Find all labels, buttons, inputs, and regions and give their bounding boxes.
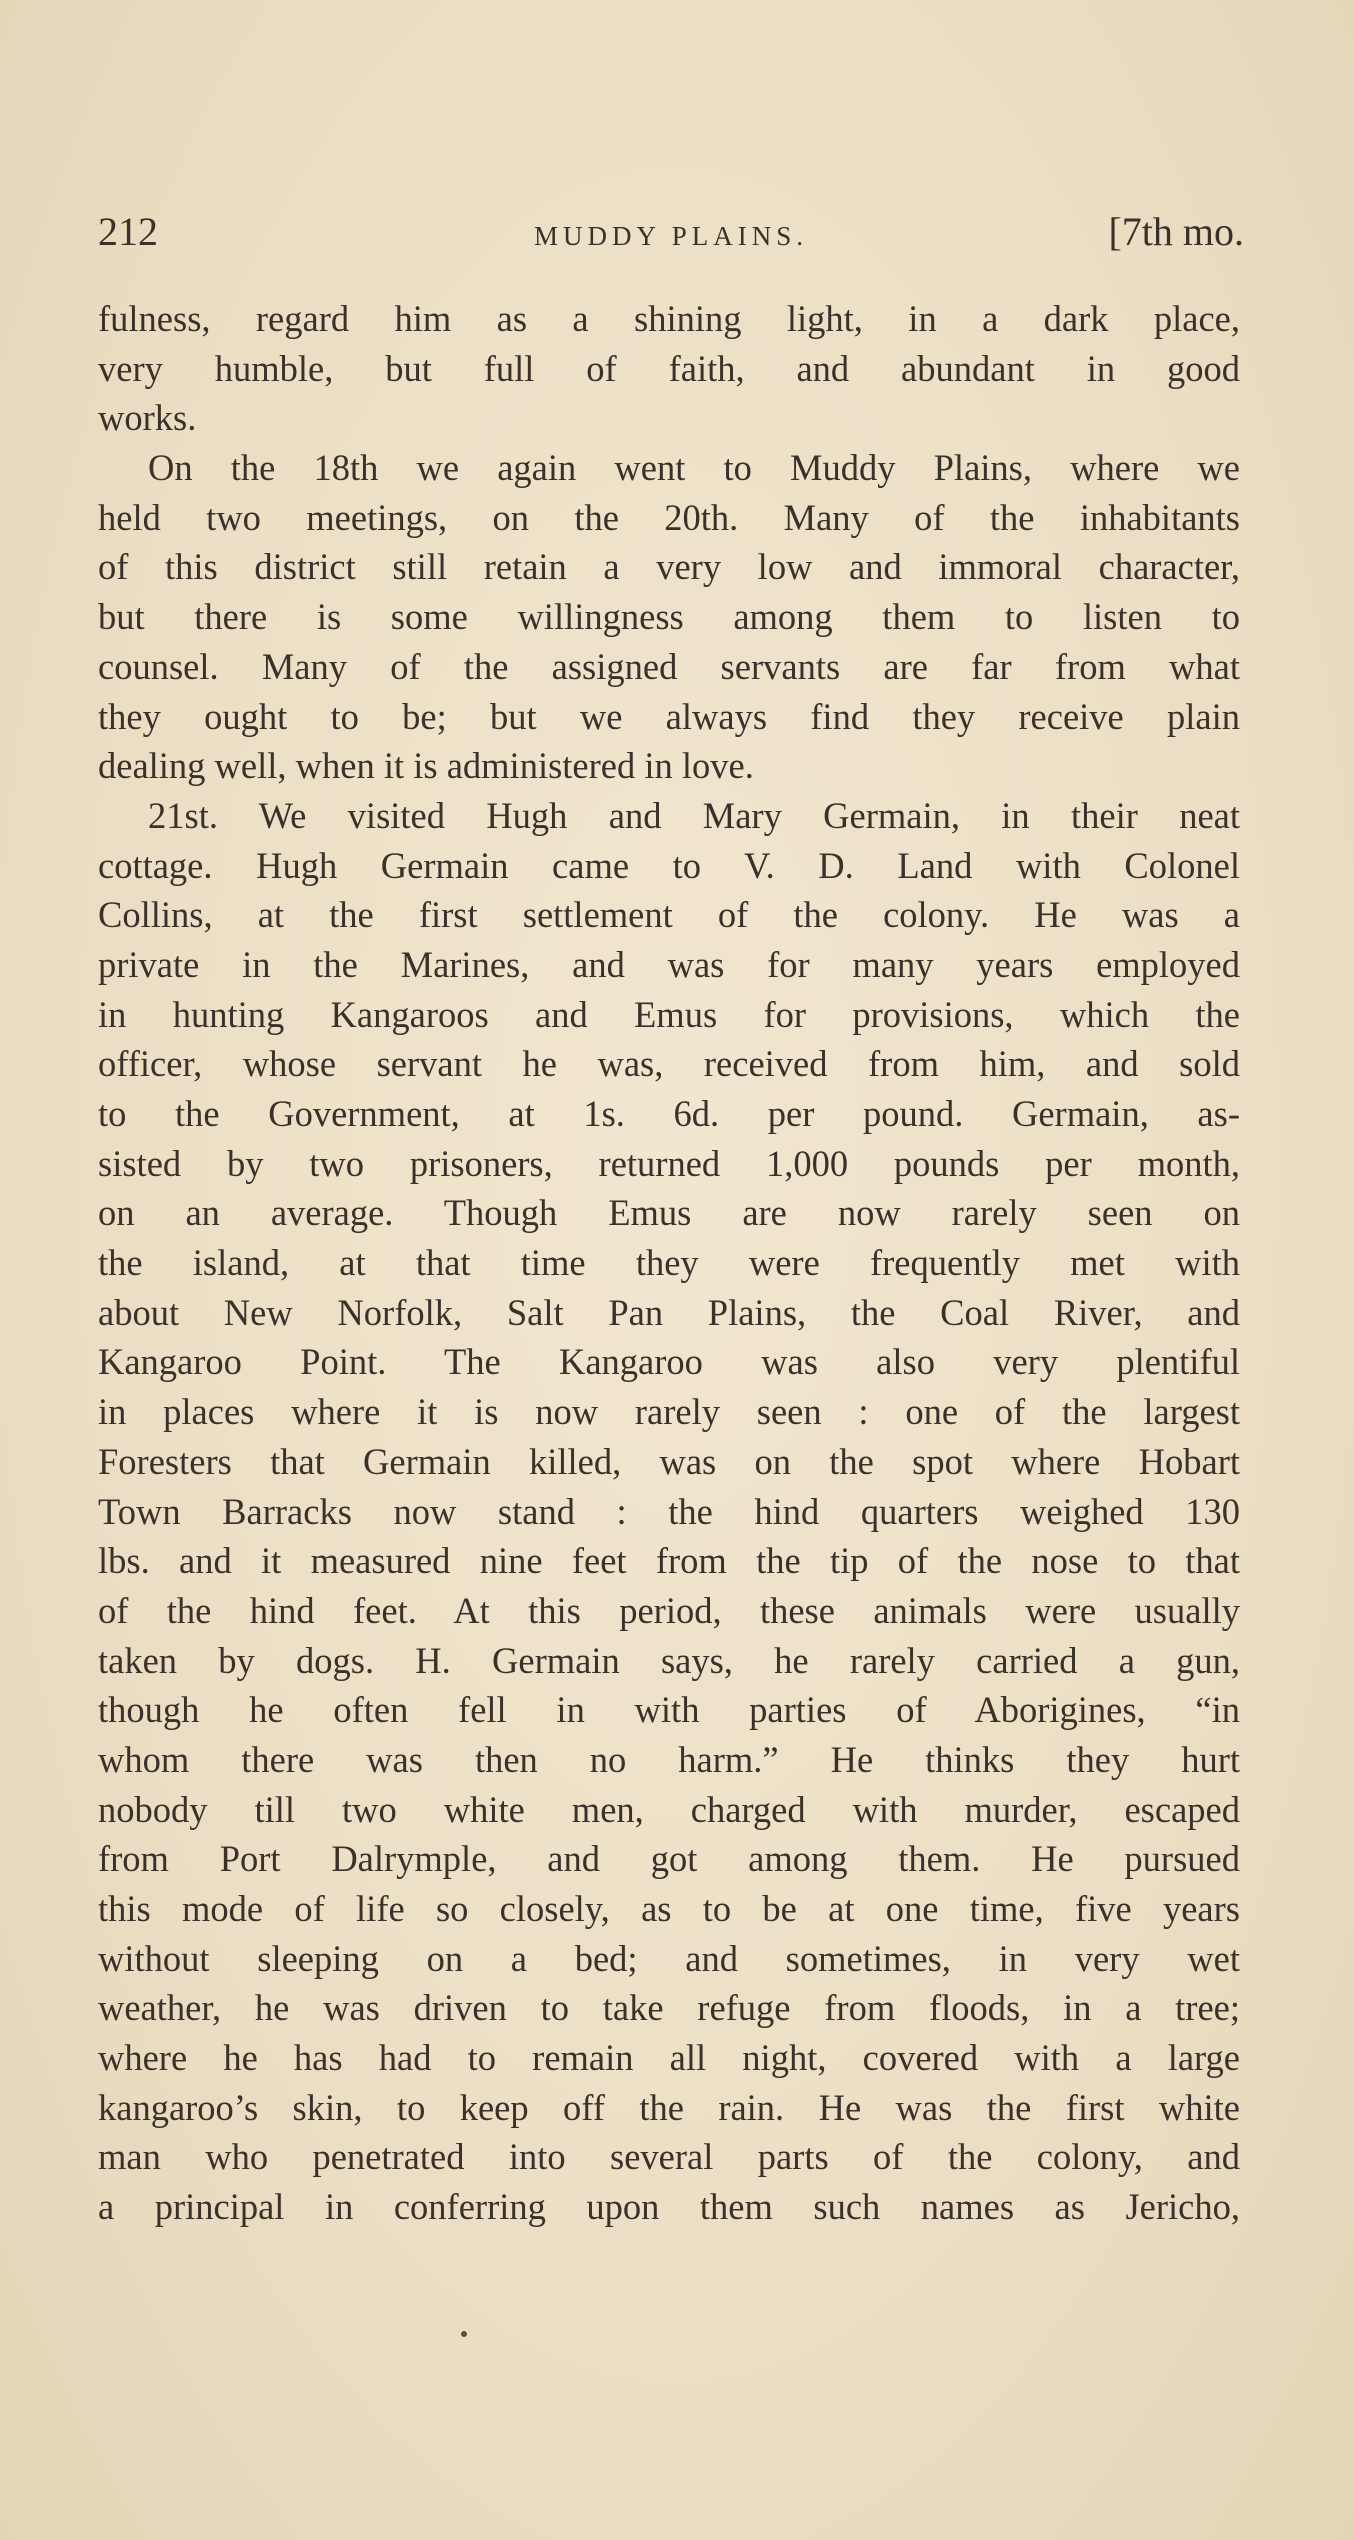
body-text — [98, 294, 1240, 2232]
text-line: Town Barracks now stand : the hind quarters weighed 130 — [98, 1490, 1240, 1532]
text-line: whom there was then no harm.” He thinks they hurt — [98, 1738, 1240, 1780]
text-line: Foresters that Germain killed, was on the spot where Hobart — [98, 1440, 1240, 1482]
text-line: cottage. Hugh Germain came to V. D. Land with Colonel — [98, 844, 1240, 886]
text-line: man who penetrated into several parts of the colony, and — [98, 2136, 1240, 2178]
text-line: of the hind feet. At this period, these animals were usually — [98, 1589, 1240, 1631]
text-line: in hunting Kangaroos and Emus for provisions, which the — [98, 993, 1240, 1035]
text-line: this mode of life so closely, as to be at one time, five years — [98, 1888, 1240, 1929]
page-number: 212 — [98, 209, 158, 254]
text-line: the island, at that time they were frequently met with — [98, 1242, 1240, 1284]
text-line: of this district still retain a very low and immoral character, — [98, 546, 1240, 588]
text-line: about New Norfolk, Salt Pan Plains, the Coal River, and — [98, 1291, 1240, 1333]
text-line: lbs. and it measured nine feet from the tip of the nose to that — [98, 1540, 1240, 1582]
text-line: from Port Dalrymple, and got among them. He pursued — [98, 1838, 1240, 1880]
text-line: 21st. We visited Hugh and Mary Germain, in their neat — [148, 794, 1240, 836]
text-line: private in the Marines, and was for many years employed — [98, 943, 1240, 985]
ink-speck — [461, 2331, 467, 2337]
text-line: On the 18th we again went to Muddy Plains, where we — [148, 447, 1240, 489]
text-line: weather, he was driven to take refuge from floods, in a tree; — [98, 1987, 1240, 2029]
text-line: sisted by two prisoners, returned 1,000 pounds per month, — [98, 1142, 1240, 1184]
text-line: works. — [98, 397, 197, 439]
running-title: MUDDY PLAINS. — [533, 221, 808, 251]
text-line: counsel. Many of the assigned servants are far from what — [98, 645, 1240, 687]
page-header — [98, 208, 1244, 268]
section-mark: [7th mo. — [1108, 209, 1244, 254]
text-line: taken by dogs. H. Germain says, he rarely carried a gun, — [98, 1639, 1240, 1681]
text-line: very humble, but full of faith, and abundant in good — [98, 347, 1240, 389]
text-line: to the Government, at 1s. 6d. per pound. Germain, as- — [98, 1093, 1240, 1134]
text-line: dealing well, when it is administered in love. — [98, 745, 754, 787]
text-line: on an average. Though Emus are now rarely seen on — [98, 1192, 1240, 1234]
text-line: Kangaroo Point. The Kangaroo was also very plentiful — [98, 1341, 1240, 1383]
text-line: Collins, at the first settlement of the colony. He was a — [98, 894, 1240, 936]
text-line: without sleeping on a bed; and sometimes, in very wet — [98, 1937, 1240, 1979]
text-line: officer, whose servant he was, received from him, and sold — [98, 1043, 1240, 1085]
text-line: kangaroo’s skin, to keep off the rain. He was the first white — [98, 2086, 1240, 2128]
text-line: fulness, regard him as a shining light, in a dark place, — [98, 298, 1240, 339]
text-line: nobody till two white men, charged with murder, escaped — [98, 1788, 1240, 1830]
text-line: held two meetings, on the 20th. Many of the inhabitants — [98, 496, 1240, 538]
text-line: they ought to be; but we always find they receive plain — [98, 695, 1240, 737]
text-line: though he often fell in with parties of Aborigines, “in — [98, 1689, 1240, 1731]
text-line: a principal in conferring upon them such names as Jericho, — [98, 2186, 1240, 2228]
text-line: in places where it is now rarely seen : one of the largest — [98, 1391, 1240, 1433]
text-line: but there is some willingness among them to listen to — [98, 596, 1240, 638]
text-line: where he has had to remain all night, covered with a large — [98, 2037, 1240, 2079]
